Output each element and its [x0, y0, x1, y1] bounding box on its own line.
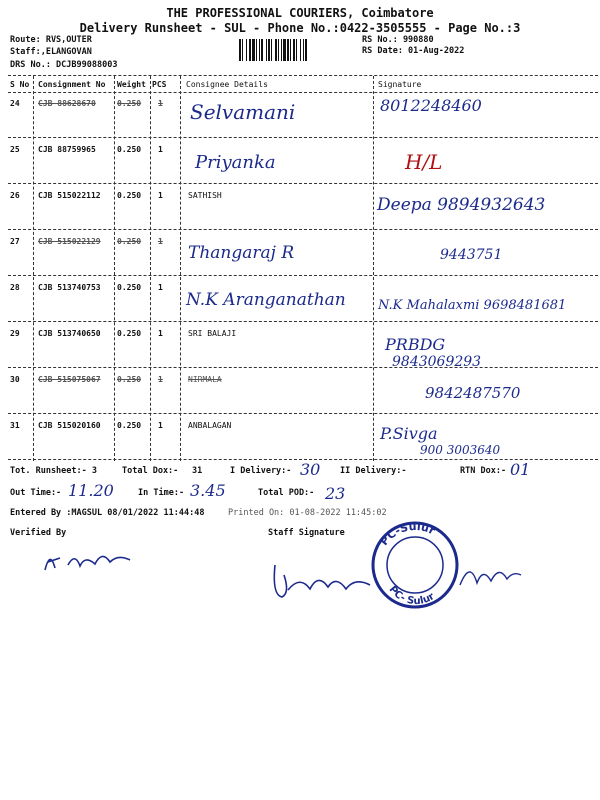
row-consignment: CJB 515022112 [38, 191, 101, 200]
hw-in-time: 3.45 [190, 481, 226, 500]
row-sno: 30 [10, 375, 20, 384]
hw-r31-sig2: 900 3003640 [420, 443, 501, 457]
col-signature: Signature [378, 80, 422, 89]
i-delivery-label: I Delivery:- [230, 466, 292, 476]
col-consignment: Consignment No [38, 80, 106, 89]
ii-delivery-label: II Delivery:- [340, 466, 407, 476]
hw-r28-name: N.K Aranganathan [186, 290, 346, 310]
row-sno: 31 [10, 421, 20, 430]
hw-r29-sig1: PRBDG [385, 335, 446, 354]
verified-by-label: Verified By [10, 528, 67, 538]
tot-runsheet: Tot. Runsheet:- 3 [10, 466, 97, 476]
row-consignment: CJB 513740650 [38, 329, 101, 338]
stamp-top-text: PC-Sulur [377, 520, 438, 548]
row-consignment: CJB 513740753 [38, 283, 101, 292]
pc-sulur-stamp [370, 520, 460, 610]
row-pcs: 1 [158, 375, 163, 384]
row-consignment: CJB 515020160 [38, 421, 101, 430]
row-sno: 27 [10, 237, 20, 246]
row-pcs: 1 [158, 237, 163, 246]
hw-r27-name: Thangaraj R [188, 243, 295, 263]
hw-r30-sig: 9842487570 [425, 384, 521, 402]
col-consignee: Consignee Details [186, 80, 268, 89]
runsheet-title: THE PROFESSIONAL COURIERS, Coimbatore [166, 6, 434, 20]
row-pcs: 1 [158, 145, 163, 154]
row-sno: 25 [10, 145, 20, 154]
rs-number: RS No.: 990880 [362, 35, 434, 45]
row-weight: 0.250 [117, 375, 142, 384]
staff-label: Staff:,ELANGOVAN [10, 47, 92, 57]
printed-on: Printed On: 01-08-2022 11:45:02 [228, 508, 387, 518]
row-consignee: SATHISH [188, 191, 222, 200]
rtn-dox-label: RTN Dox:- [460, 466, 507, 476]
row-consignment: CJB 88628670 [38, 99, 96, 108]
hw-r25-name: Priyanka [195, 152, 276, 173]
staff-signature-label: Staff Signature [268, 528, 345, 538]
hw-r28-sig: N.K Mahalaxmi 9698481681 [378, 298, 567, 313]
row-pcs: 1 [158, 191, 163, 200]
total-dox-label: Total Dox:- [122, 466, 179, 476]
row-sno: 28 [10, 283, 20, 292]
row-weight: 0.250 [117, 237, 142, 246]
entered-by: Entered By :MAGSUL 08/01/2022 11:44:48 [10, 508, 205, 518]
hw-r31-sig1: P.Sivga [380, 424, 438, 443]
verifier-signature [40, 540, 140, 580]
row-consignee: NIRMALA [188, 375, 222, 384]
total-pod-label: Total POD:- [258, 488, 315, 498]
row-consignee: SRI BALAJI [188, 329, 237, 338]
row-consignment: CJB 515022129 [38, 237, 101, 246]
drs-number: DRS No.: DCJB99088003 [10, 60, 118, 70]
hw-r25-sig: H/L [405, 150, 443, 174]
row-consignee: ANBALAGAN [188, 421, 232, 430]
hw-r24-name: Selvamani [190, 100, 296, 124]
row-sno: 26 [10, 191, 20, 200]
svg-text:PC- Sulur [386, 584, 436, 607]
row-sno: 29 [10, 329, 20, 338]
row-weight: 0.250 [117, 191, 142, 200]
col-weight: Weight [117, 80, 146, 89]
row-pcs: 1 [158, 421, 163, 430]
hw-r29-sig2: 9843069293 [392, 354, 482, 370]
staff-signature [270, 555, 380, 605]
row-consignment: CJB 88759965 [38, 145, 96, 154]
out-time-label: Out Time:- [10, 488, 62, 498]
second-signature [455, 555, 525, 595]
hw-rtn: 01 [510, 460, 531, 479]
row-weight: 0.250 [117, 329, 142, 338]
hw-out-time: 11.20 [68, 481, 114, 500]
row-weight: 0.250 [117, 283, 142, 292]
col-pcs: PCS [152, 80, 167, 89]
in-time-label: In Time:- [138, 488, 185, 498]
hw-r27-sig: 9443751 [440, 247, 503, 263]
row-weight: 0.250 [117, 421, 142, 430]
row-pcs: 1 [158, 283, 163, 292]
row-weight: 0.250 [117, 99, 142, 108]
hw-r24-sig: 8012248460 [380, 96, 482, 115]
col-sno: S No [10, 80, 30, 89]
hw-r26-sig: Deepa 9894932643 [377, 195, 546, 215]
row-sno: 24 [10, 99, 20, 108]
total-dox-value: 31 [192, 466, 203, 476]
rs-date: RS Date: 01-Aug-2022 [362, 46, 465, 56]
row-consignment: CJB 515075067 [38, 375, 101, 384]
row-weight: 0.250 [117, 145, 142, 154]
runsheet-subtitle: Delivery Runsheet - SUL - Phone No.:0422-3505555 - Page No.:3 [79, 21, 521, 35]
stamp-bottom-text: PC- Sulur [386, 584, 437, 608]
row-pcs: 1 [158, 329, 163, 338]
route-label: Route: RVS,OUTER [10, 35, 92, 45]
hw-delivery: 30 [300, 460, 321, 479]
hw-pod: 23 [325, 484, 346, 503]
row-pcs: 1 [158, 99, 163, 108]
barcode [238, 39, 356, 61]
